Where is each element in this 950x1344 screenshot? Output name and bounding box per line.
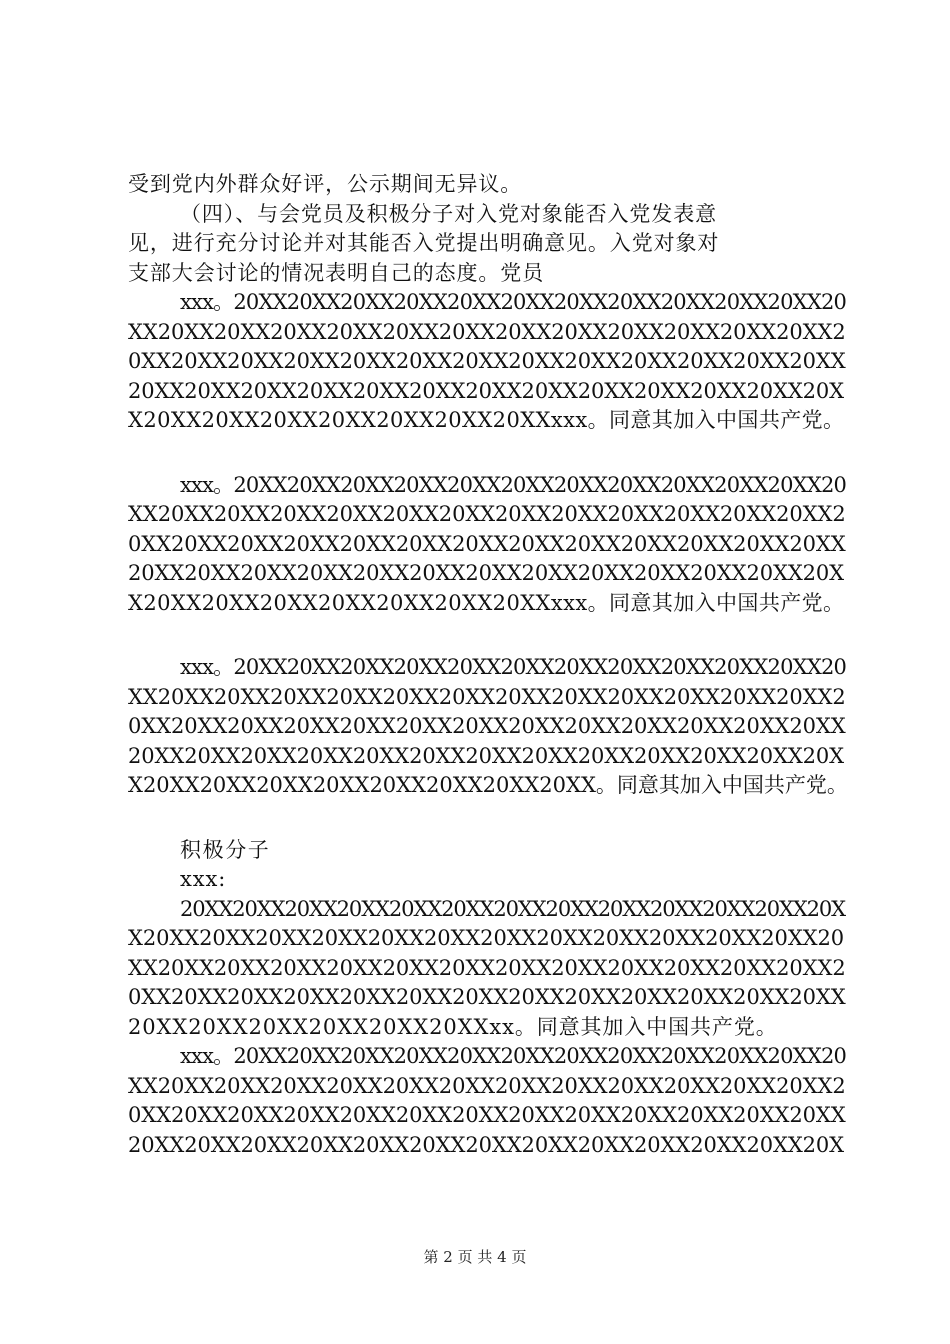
page-footer: 第 2 页 共 4 页 [423,1248,527,1266]
paragraph-line: 20XX20XX20XX20XX20XX20XX20XX20XX20XX20XX20XX20XX20X [128,561,845,585]
document-body [128,170,848,1160]
paragraph-line: 0XX20XX20XX20XX20XX20XX20XX20XX20XX20XX20XX20XX20XX [128,1103,846,1127]
paragraph-line: X20XX20XX20XX20XX20XX20XX20XXxxx。同意其加入中国共产党。 [128,408,845,432]
paragraph-line: XX20XX20XX20XX20XX20XX20XX20XX20XX20XX20XX20XX20XX2 [128,955,846,980]
paragraph-line: XX20XX20XX20XX20XX20XX20XX20XX20XX20XX20XX20XX20XX2 [128,1073,846,1098]
paragraph-line: XX20XX20XX20XX20XX20XX20XX20XX20XX20XX20XX20XX20XX2 [128,502,846,526]
paragraph-line: 20XX20XX20XX20XX20XX20XX20XX20XX20XX20XX20XX20XX20X [128,378,845,403]
paragraph-line: xxx。20XX20XX20XX20XX20XX20XX20XX20XX20XX20XX20XX20 [180,655,847,679]
paragraph-gap [128,436,848,471]
paragraph-line: 支部大会讨论的情况表明自己的态度。党员 [128,260,545,285]
paragraph-gap [128,618,848,653]
paragraph-line: xxx。20XX20XX20XX20XX20XX20XX20XX20XX20XX20XX20XX20 [180,1044,847,1068]
paragraph-line: xxx: [180,867,227,891]
paragraph-line: 20XX20XX20XX20XX20XX20XX20XX20XX20XX20XX20XX20XX20X [128,743,845,768]
paragraph-line: 0XX20XX20XX20XX20XX20XX20XX20XX20XX20XX20XX20XX20XX [128,985,846,1009]
paragraph-line: 20XX20XX20XX20XX20XX20XX20XX20XX20XX20XX20XX20XX20X [128,1132,845,1157]
paragraph-line: X20XX20XX20XX20XX20XX20XX20XX20XX。同意其加入中国共产党。 [128,773,848,797]
section-heading: 积极分子 [180,837,271,862]
paragraph-line: XX20XX20XX20XX20XX20XX20XX20XX20XX20XX20XX20XX20XX2 [128,319,846,344]
paragraph-line: 20XX20XX20XX20XX20XX20XX20XX20XX20XX20XX20XX20XX20X [180,896,846,921]
paragraph-gap [128,801,848,836]
paragraph-line: 0XX20XX20XX20XX20XX20XX20XX20XX20XX20XX20XX20XX20XX [128,349,846,373]
paragraph-line: 见，进行充分讨论并对其能否入党提出明确意见。入党对象对 [128,231,720,255]
paragraph-line: 0XX20XX20XX20XX20XX20XX20XX20XX20XX20XX20XX20XX20XX [128,714,846,738]
paragraph-line: 20XX20XX20XX20XX20XX20XXxx。同意其加入中国共产党。 [128,1014,778,1039]
paragraph-line: 受到党内外群众好评，公示期间无异议。 [128,172,523,196]
paragraph-line: xxx。20XX20XX20XX20XX20XX20XX20XX20XX20XX20XX20XX20 [180,290,847,314]
paragraph-line: X20XX20XX20XX20XX20XX20XX20XXxxx。同意其加入中国共产党。 [128,590,845,615]
paragraph-line: X20XX20XX20XX20XX20XX20XX20XX20XX20XX20XX20XX20XX20 [128,926,845,950]
paragraph-line: XX20XX20XX20XX20XX20XX20XX20XX20XX20XX20XX20XX20XX2 [128,684,846,709]
paragraph-line: （四）、与会党员及积极分子对入党对象能否入党发表意 [180,201,717,226]
paragraph-line: xxx。20XX20XX20XX20XX20XX20XX20XX20XX20XX20XX20XX20 [180,472,847,497]
paragraph-line: 0XX20XX20XX20XX20XX20XX20XX20XX20XX20XX20XX20XX20XX [128,531,846,556]
